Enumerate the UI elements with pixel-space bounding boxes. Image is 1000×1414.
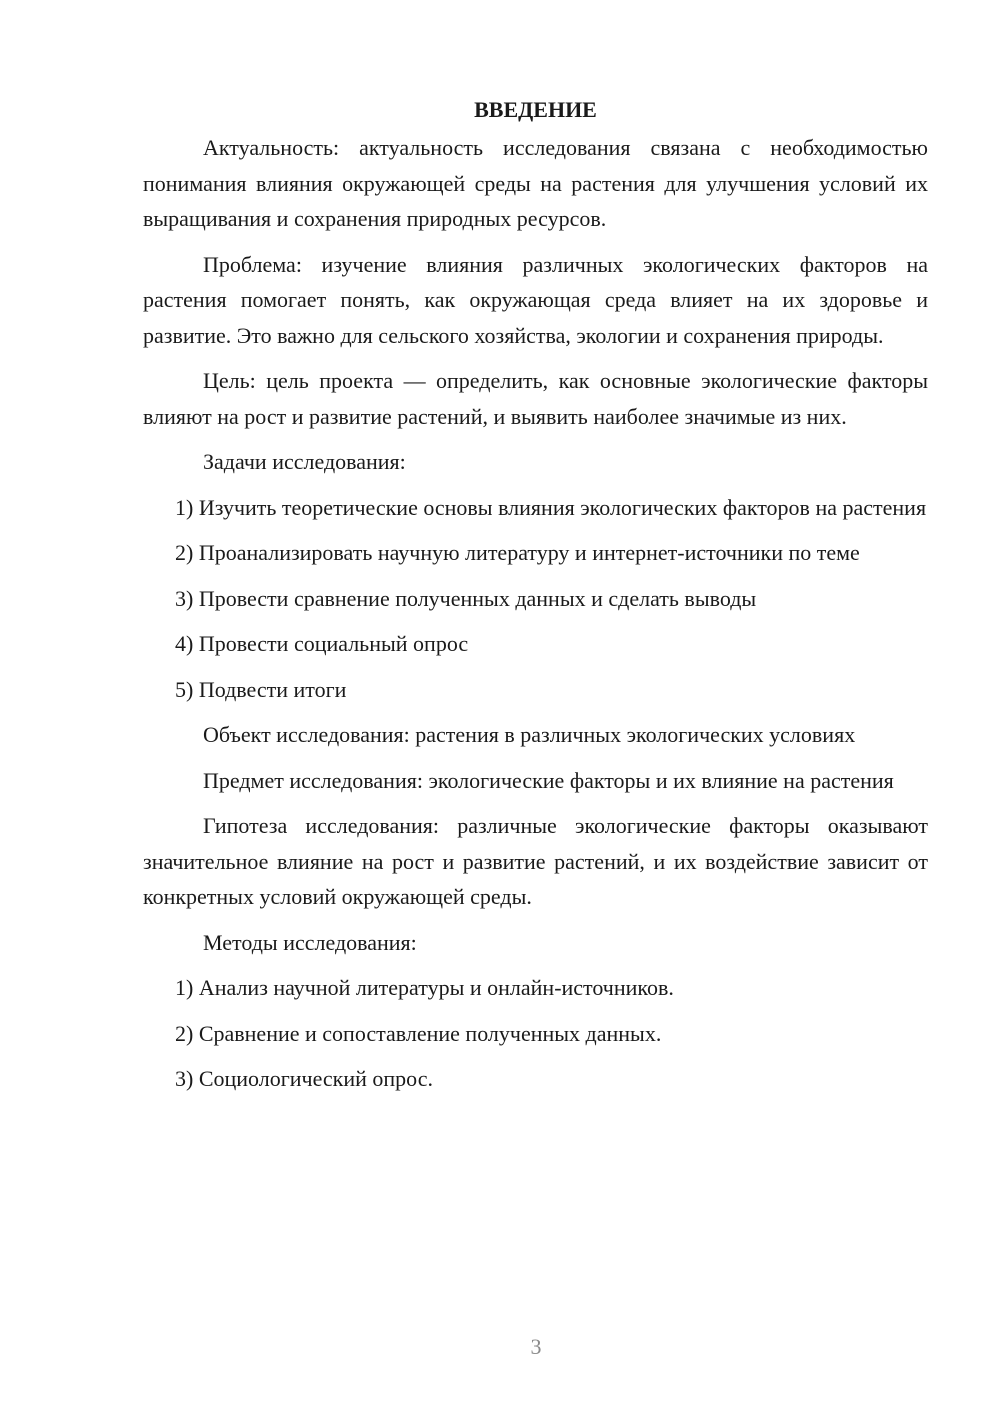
methods-heading: Методы исследования: [203,929,417,955]
object-paragraph: Объект исследования: растения в различных экологических условиях [203,722,856,747]
subject-paragraph: Предмет исследования: экологические факторы и их влияние на растения [203,767,894,793]
page-title: ВВЕДЕНИЕ [474,97,597,122]
hypothesis-paragraph: Гипотеза исследования: различные экологические факторы оказывают значительное влияние на рост и развитие растений, и их воздействие зависит от конкретных условий окружающей среды. [143,813,928,909]
list-item: 1) Изучить теоретические основы влияния экологических факторов на растения [175,494,927,520]
tasks-list [143,490,928,708]
problem-paragraph: Проблема: изучение влияния различных экологических факторов на растения помогает понять, как окружающая среда влияет на их здоровье и развитие. Это важно для сельского хозяйства, экологии и сохранения природы. [143,251,928,348]
list-item: 2) Сравнение и сопоставление полученных данных. [175,1020,662,1046]
goal-paragraph: Цель: цель проекта — определить, как основные экологические факторы влияют на рост и развитие растений, и выявить наиболее значимые из них. [143,368,928,429]
list-item: 3) Провести сравнение полученных данных и сделать выводы [175,585,757,611]
methods-list [143,970,928,1097]
list-item: 3) Социологический опрос. [175,1066,433,1091]
list-item: 4) Провести социальный опрос [175,631,469,656]
tasks-heading: Задачи исследования: [203,449,406,474]
list-item: 2) Проанализировать научную литературу и интернет-источники по теме [175,540,860,565]
list-item: 1) Анализ научной литературы и онлайн-источников. [175,975,674,1000]
page-number: 3 [530,1334,542,1359]
document-page [143,95,928,1107]
relevance-paragraph: Актуальность: актуальность исследования связана с необходимостью понимания влияния окружающей среды на растения для улучшения условий их выращивания и сохранения природных ресурсов. [143,135,928,231]
list-item: 5) Подвести итоги [175,676,347,702]
